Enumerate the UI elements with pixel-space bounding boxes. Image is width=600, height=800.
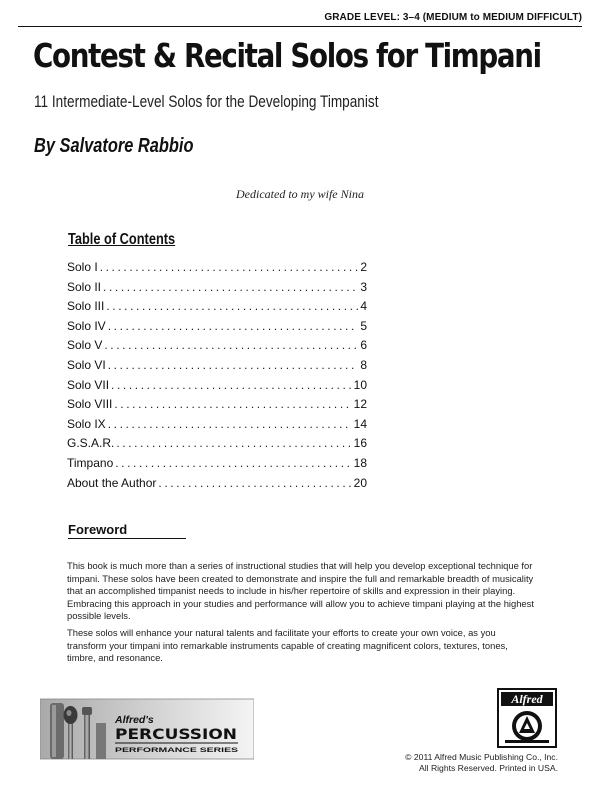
badge-line1: Alfred's [115,714,154,726]
toc-page-number: 2 [360,260,367,274]
toc-dot-leader [114,397,351,411]
book-title: Contest & Recital Solos for Timpani [33,36,541,75]
toc-page-number: 10 [353,377,367,392]
grade-level-header: GRADE LEVEL: 3–4 (MEDIUM to MEDIUM DIFFICULT) [18,12,582,27]
toc-label: G.S.A.R. [67,436,115,451]
table-of-contents [67,260,367,495]
toc-dot-leader [111,378,352,392]
toc-label: Solo I [67,260,98,274]
toc-row [67,299,367,319]
toc-dot-leader [106,299,358,313]
toc-label: About the Author [67,475,157,490]
toc-label: Solo VI [67,357,106,372]
toc-dot-leader [104,338,358,352]
toc-dot-leader [100,260,359,274]
toc-page-number: 8 [360,357,367,372]
toc-row [67,280,367,300]
toc-page-number: 4 [360,299,367,314]
toc-label: Solo IX [67,416,106,431]
dedication: Dedicated to my wife Nina [236,187,364,201]
toc-row [67,260,367,280]
copyright-notice [405,752,558,774]
alfred-logo [497,688,557,748]
toc-row [67,456,367,476]
author-name: By Salvatore Rabbio [34,135,194,157]
toc-page-number: 12 [353,397,367,412]
toc-page-number: 20 [353,475,367,490]
toc-page-number: 3 [360,279,367,294]
toc-label: Solo VII [67,377,110,392]
toc-dot-leader [158,476,351,490]
percussion-series-badge [40,693,254,767]
toc-row [67,358,367,378]
toc-row [67,417,367,437]
toc-page-number: 14 [353,416,367,431]
toc-row [67,436,367,456]
toc-dot-leader [108,358,359,372]
toc-heading: Table of Contents [68,231,176,248]
foreword-heading: Foreword [68,522,186,539]
toc-row [67,338,367,358]
alfred-logo-text: Alfred [511,692,543,706]
toc-dot-leader [115,456,351,470]
toc-dot-leader [108,417,352,431]
toc-page-number: 5 [360,318,367,333]
badge-line3: PERFORMANCE SERIES [115,747,240,754]
foreword-paragraph: This book is much more than a series of instructional studies that will help you develop exceptional technique for timpani. These solos have been created to demonstrate and inspire the full and remarkable breadth of musicality that an accomplished timpanist needs to include in his/her repertoire of skills and expression in their playing. Embracing this approach in your studies and performance will allow you to achieve timpani playing at the highest possible levels. [67,560,534,622]
toc-page-number: 6 [360,338,367,353]
toc-dot-leader [116,436,351,450]
foreword-paragraph: These solos will enhance your natural talents and facilitate your efforts to create your own voice, as you transform your timpani into remarkable instruments capable of creating magnificent colors, textures, tones, timbre, and resonance. [67,627,508,664]
toc-row [67,378,367,398]
toc-label: Solo IV [67,318,106,333]
toc-label: Solo II [67,279,102,294]
book-subtitle: 11 Intermediate-Level Solos for the Developing Timpanist [34,92,379,111]
toc-label: Solo V [67,338,103,353]
toc-label: Timpano [67,455,114,470]
toc-label: Solo III [67,299,105,314]
toc-row [67,476,367,496]
badge-line2: PERCUSSION [115,727,237,743]
toc-page-number: 18 [353,455,367,470]
toc-row [67,319,367,339]
copyright-line: © 2011 Alfred Music Publishing Co., Inc. [405,752,558,762]
toc-row [67,397,367,417]
toc-label: Solo VIII [67,397,113,412]
toc-dot-leader [103,280,358,294]
rights-line: All Rights Reserved. Printed in USA. [419,763,558,773]
toc-dot-leader [108,319,359,333]
toc-page-number: 16 [353,436,367,451]
